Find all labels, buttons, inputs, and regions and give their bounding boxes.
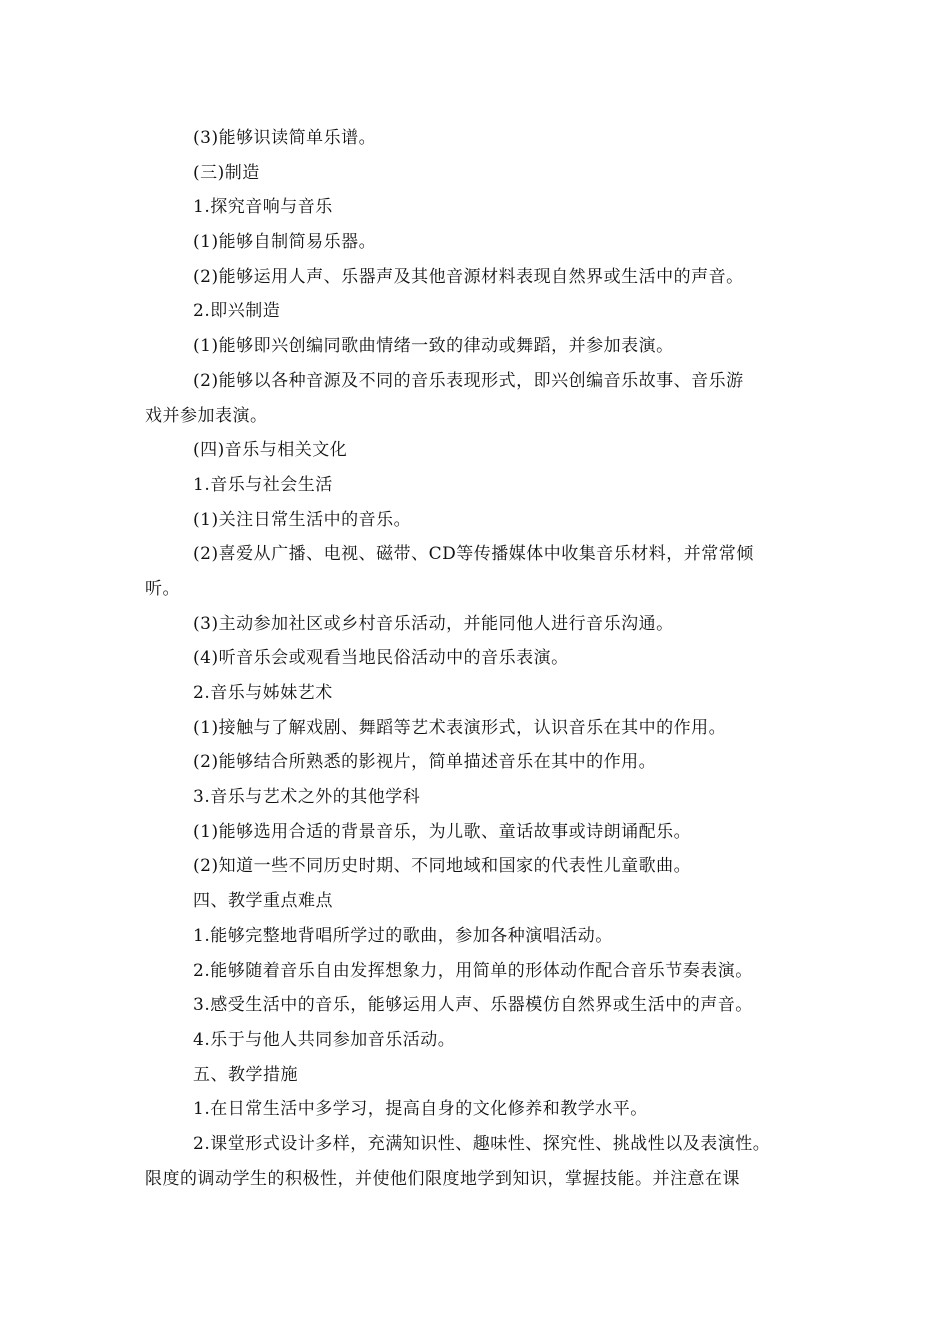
text-line: 2.课堂形式设计多样，充满知识性、趣味性、探究性、挑战性以及表演性。 (193, 1133, 771, 1154)
text-line: (1)接触与了解戏剧、舞蹈等艺术表演形式，认识音乐在其中的作用。 (193, 717, 727, 738)
text-line: (2)知道一些不同历史时期、不同地域和国家的代表性儿童歌曲。 (193, 856, 692, 877)
text-line: (2)能够结合所熟悉的影视片，简单描述音乐在其中的作用。 (193, 752, 657, 773)
subsection-heading: 1.探究音响与音乐 (193, 197, 333, 218)
text-line: 4.乐于与他人共同参加音乐活动。 (193, 1029, 456, 1050)
chapter-heading: 四、教学重点难点 (193, 891, 333, 912)
text-line: (1)能够选用合适的背景音乐，为儿歌、童话故事或诗朗诵配乐。 (193, 821, 692, 842)
text-line-continuation: 戏并参加表演。 (145, 405, 268, 426)
text-line: (1)能够自制简易乐器。 (193, 232, 377, 253)
text-line: (2)喜爱从广播、电视、磁带、CD等传播媒体中收集音乐材料，并常常倾 (193, 544, 754, 565)
section-heading: (四)音乐与相关文化 (193, 440, 348, 461)
text-line-continuation: 听。 (145, 578, 180, 599)
text-line: 3.感受生活中的音乐，能够运用人声、乐器模仿自然界或生活中的声音。 (193, 995, 753, 1016)
subsection-heading: 1.音乐与社会生活 (193, 474, 333, 495)
subsection-heading: 3.音乐与艺术之外的其他学科 (193, 787, 421, 808)
text-line: (2)能够以各种音源及不同的音乐表现形式，即兴创编音乐故事、音乐游 (193, 370, 744, 391)
text-line: (2)能够运用人声、乐器声及其他音源材料表现自然界或生活中的声音。 (193, 266, 744, 287)
text-line: 1.在日常生活中多学习，提高自身的文化修养和教学水平。 (193, 1099, 648, 1120)
subsection-heading: 2.即兴制造 (193, 301, 281, 322)
document-body (145, 121, 805, 1196)
text-line: 2.能够随着音乐自由发挥想象力，用简单的形体动作配合音乐节奏表演。 (193, 960, 753, 981)
text-line: (1)关注日常生活中的音乐。 (193, 509, 412, 530)
text-line: (3)主动参加社区或乡村音乐活动，并能同他人进行音乐沟通。 (193, 613, 674, 634)
chapter-heading: 五、教学措施 (193, 1064, 298, 1085)
text-line: (3)能够识读简单乐谱。 (193, 128, 377, 148)
text-line: (1)能够即兴创编同歌曲情绪一致的律动或舞蹈，并参加表演。 (193, 336, 674, 357)
text-line: 1.能够完整地背唱所学过的歌曲，参加各种演唱活动。 (193, 925, 613, 946)
section-heading: (三)制造 (193, 162, 260, 183)
text-line-continuation: 限度的调动学生的积极性，并使他们限度地学到知识，掌握技能。并注意在课 (145, 1168, 740, 1189)
text-line: (4)听音乐会或观看当地民俗活动中的音乐表演。 (193, 648, 569, 669)
subsection-heading: 2.音乐与姊妹艺术 (193, 683, 333, 703)
